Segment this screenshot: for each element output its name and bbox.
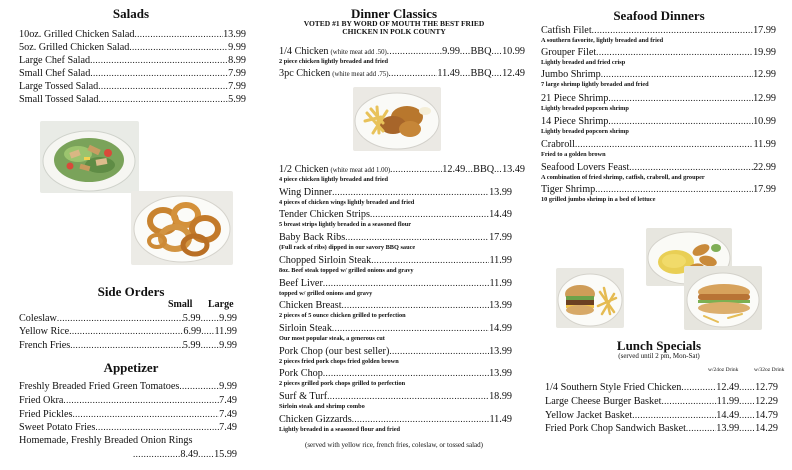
menu-item (541, 46, 776, 59)
bbq-label: BBQ (473, 164, 495, 175)
item-price-24: 13.99 (716, 423, 740, 434)
dinner-subtitle-2: CHICKEN IN POLK COUNTY (342, 27, 446, 36)
item-name: Tender Chicken Strips (279, 209, 370, 220)
item-name: Sirloin Steak (279, 323, 332, 334)
item-price-large: 9.99 (219, 313, 237, 324)
item-price-32: 12.29 (755, 396, 778, 407)
item-name: Large Cheese Burger Basket (545, 396, 662, 407)
item-price: 7.49 (219, 395, 237, 406)
item-price: 12.99 (753, 93, 776, 104)
item-desc: Fried to a golden brown (541, 151, 606, 158)
item-name: Beef Liver (279, 278, 323, 289)
col-large: Large (208, 299, 234, 310)
appetizer-title: Appetizer (103, 360, 159, 375)
side-item: Coleslaw ..... 5.99 ....... 9.99 (19, 312, 237, 325)
menu-item (279, 254, 512, 267)
item-name: Freshly Breaded Fried Green Tomatoes (19, 381, 180, 392)
col-32oz: w/32oz Drink (754, 367, 785, 373)
onion-rings-photo (131, 191, 233, 265)
item-price: 11.99 (489, 278, 512, 289)
item-price: 12.99 (753, 69, 776, 80)
lunch-item: 1/4 Southern Style Fried Chicken ..... 12.49 ...... 12.79 (545, 381, 778, 394)
item-price: 8.99 (228, 55, 246, 66)
item-name: Small Tossed Salad (19, 94, 99, 105)
bbq-label: BBQ (470, 68, 492, 79)
item-price: 9.99 (442, 46, 460, 57)
item-price: 10.99 (753, 116, 776, 127)
item-name: Fried Pickles (19, 409, 73, 420)
dinner-classics-title: Dinner Classics (350, 6, 438, 21)
item-name: Surf & Turf (279, 391, 328, 402)
item-desc: 2 pieces fried pork chops fried golden brown (279, 358, 399, 365)
item-note: (white meat add .50) (330, 49, 387, 56)
item-name: 3pc Chicken (279, 68, 331, 79)
item-price: 9.99 (228, 42, 246, 53)
menu-item (19, 93, 246, 106)
item-price-small: 6.99 (183, 326, 202, 337)
item-price-24: 12.49 (716, 382, 740, 393)
item-desc: Our most popular steak, a generous cut (279, 335, 385, 342)
menu-item (19, 394, 237, 407)
item-price: 18.99 (489, 391, 512, 402)
item-price: 7.99 (228, 68, 246, 79)
item-desc: Lightly breaded popcorn shrimp (541, 128, 629, 135)
item-desc: 4 pieces of chicken wings lightly breaded and fried (279, 199, 415, 206)
item-name: 1/4 Southern Style Fried Chicken (545, 382, 682, 393)
item-name: Pork Chop (279, 368, 323, 379)
lunch-item: Fried Pork Chop Sandwich Basket ..... 13.99 ...... 14.29 (545, 422, 778, 435)
dinner-subtitle-1: VOTED #1 BY WORD OF MOUTH THE BEST FRIED (303, 19, 485, 28)
col-small: Small (168, 299, 193, 310)
item-desc: Lightly breaded in a seasoned flour and fried (279, 426, 400, 433)
menu-item (541, 138, 776, 151)
fried-chicken-plate-photo (353, 87, 441, 151)
item-desc: 2 piece chicken lightly breaded and fried (279, 58, 389, 65)
item-price: 19.99 (753, 47, 776, 58)
item-desc: 10 grilled jumbo shrimp in a bed of lettuce (541, 196, 656, 203)
item-desc: 2 pieces of 5 ounce chicken grilled to perfection (279, 312, 406, 319)
item-price: 11.49 (437, 68, 460, 79)
item-price-24: 14.49 (716, 410, 740, 421)
item-price: 12.49 (442, 164, 466, 175)
side-item: French Fries ..... 5.99 ....... 9.99 (19, 339, 237, 352)
item-name: 21 Piece Shrimp (541, 93, 609, 104)
seafood-title: Seafood Dinners (613, 8, 705, 23)
item-name: Jumbo Shrimp (541, 69, 601, 80)
item-desc: 4 piece chicken lightly breaded and fried (279, 176, 389, 183)
item-price: 9.99 (219, 381, 237, 392)
item-price: 17.99 (753, 25, 776, 36)
item-name: Fried Pork Chop Sandwich Basket (545, 423, 686, 434)
item-name: Yellow Rice (19, 326, 70, 337)
item-name: Chopped Sirloin Steak (279, 255, 372, 266)
menu-item: 1/2 Chicken (white meat add 1.00) ..... 12.49 ... BBQ ... 13.49 (279, 163, 525, 177)
item-name: Homemade, Freshly Breaded Onion Rings (19, 435, 193, 446)
salads-title: Salads (112, 6, 150, 21)
item-desc: Sirloin steak and shrimp combo (279, 403, 365, 410)
menu-item (279, 322, 512, 335)
item-name: Fried Okra (19, 395, 64, 406)
item-name: Large Chef Salad (19, 55, 91, 66)
item-price: 11.49 (489, 414, 512, 425)
item-price: 11.99 (489, 255, 512, 266)
menu-item (279, 345, 512, 358)
item-price-large: 11.99 (214, 326, 237, 337)
item-name: 5oz. Grilled Chicken Salad (19, 42, 130, 53)
item-price-32: 14.79 (755, 410, 778, 421)
item-price-small: 5.99 (182, 313, 201, 324)
menu-item (19, 421, 237, 434)
menu-item (279, 277, 512, 290)
lunch-item: Large Cheese Burger Basket ..... 11.99 ...... 12.29 (545, 395, 778, 408)
item-price: 5.99 (228, 94, 246, 105)
menu-item (19, 41, 246, 54)
menu-item (279, 208, 512, 221)
item-price: 7.99 (228, 81, 246, 92)
item-desc: Lightly breaded popcorn shrimp (541, 105, 629, 112)
menu-item (541, 115, 776, 128)
item-desc: topped w/ grilled onions and gravy (279, 290, 373, 297)
item-name: Pork Chop (our best seller) (279, 346, 390, 357)
menu-item-prices: ..... 8.49 ...... 15.99 (133, 448, 237, 461)
item-name: French Fries (19, 340, 71, 351)
bbq-price: 13.49 (502, 164, 525, 175)
item-name: 1/4 Chicken (279, 46, 329, 57)
item-price: 14.99 (489, 323, 512, 334)
item-price: 13.99 (489, 300, 512, 311)
item-name: Large Tossed Salad (19, 81, 99, 92)
item-name: Baby Back Ribs (279, 232, 346, 243)
right-column (526, 0, 792, 470)
menu-item (19, 67, 246, 80)
menu-item (19, 54, 246, 67)
item-price: 7.49 (219, 422, 237, 433)
item-name: Chicken Breast (279, 300, 342, 311)
item-price: 13.99 (489, 346, 512, 357)
item-price: 13.99 (223, 29, 246, 40)
menu-item-name-only (19, 435, 237, 447)
side-item: Yellow Rice ..... 6.99 ..... 11.99 (19, 325, 237, 338)
item-name: Chicken Gizzards (279, 414, 352, 425)
item-desc: A combination of fried shrimp, catfish, crabroll, and grouper (541, 174, 705, 181)
item-desc: 5 breast strips lightly breaded in a seasoned flour (279, 221, 412, 228)
menu-item (541, 92, 776, 105)
item-desc: 8oz. Beef steak topped w/ grilled onions and gravy (279, 267, 414, 274)
item-price: 17.99 (489, 232, 512, 243)
menu-item (541, 24, 776, 37)
item-name: Wing Dinner (279, 187, 333, 198)
item-desc: 2 pieces grilled pork chops grilled to perfection (279, 380, 406, 387)
item-name: 14 Piece Shrimp (541, 116, 609, 127)
menu-item (541, 68, 776, 81)
middle-column (262, 0, 526, 470)
item-desc: (Full rack of ribs) dipped in our savory BBQ sauce (279, 244, 416, 251)
left-column (0, 0, 262, 470)
menu-item (19, 408, 237, 421)
item-name: Crabroll (541, 139, 575, 150)
menu-item: 3pc Chicken (white meat add .75) ..... 11.49 .... BBQ .... 12.49 (279, 67, 525, 81)
item-name: 1/2 Chicken (279, 164, 329, 175)
lunch-item: Yellow Jacket Basket ..... 14.49 ...... 14.79 (545, 409, 778, 422)
menu-item (279, 231, 512, 244)
item-note: (white meat add .75) (332, 71, 389, 78)
item-name: Sweet Potato Fries (19, 422, 96, 433)
item-name: Tiger Shrimp (541, 184, 596, 195)
item-price-small: 8.49 (180, 449, 199, 460)
item-price: 22.99 (753, 162, 776, 173)
menu-item (19, 380, 237, 393)
menu-item (19, 80, 246, 93)
item-price: 11.99 (753, 139, 776, 150)
menu-item (279, 390, 512, 403)
menu-item (541, 183, 776, 196)
item-note: (white meat add 1.00) (330, 167, 391, 174)
menu-item (279, 413, 512, 426)
item-price-large: 15.99 (214, 449, 237, 460)
item-name: Grouper Filet (541, 47, 597, 58)
menu-item (541, 161, 776, 174)
item-price-24: 11.99 (716, 396, 740, 407)
item-price-32: 12.79 (755, 382, 778, 393)
item-desc: A southern favorite, lightly breaded and fried (541, 37, 664, 44)
item-desc: Lightly breaded and fried crisp (541, 59, 626, 66)
lunch-title: Lunch Specials (616, 338, 702, 353)
menu-item (279, 367, 512, 380)
item-name: Coleslaw (19, 313, 57, 324)
item-name: 10oz. Grilled Chicken Salad (19, 29, 135, 40)
dinner-footer-note: (served with yellow rice, french fries, coleslaw, or tossed salad) (305, 441, 483, 449)
item-price-small: 5.99 (182, 340, 201, 351)
item-desc: 7 large shrimp lightly breaded and fried (541, 81, 649, 88)
menu-item (19, 28, 246, 41)
item-price: 17.99 (753, 184, 776, 195)
menu-item (279, 186, 512, 199)
item-price: 7.49 (219, 409, 237, 420)
salad-photo (40, 121, 139, 193)
bbq-price: 12.49 (502, 68, 525, 79)
pork-chop-sandwich-photo (684, 266, 762, 330)
item-name: Catfish Filet (541, 25, 592, 36)
menu-item: 1/4 Chicken (white meat add .50) ..... 9.99 .... BBQ .... 10.99 (279, 45, 525, 59)
menu-item (279, 299, 512, 312)
lunch-subtitle: (served until 2 pm, Mon-Sat) (618, 352, 700, 360)
burger-fries-photo (556, 268, 624, 328)
side-orders-title: Side Orders (97, 284, 165, 299)
bbq-label: BBQ (470, 46, 492, 57)
item-price-large: 9.99 (219, 340, 237, 351)
item-name: Seafood Lovers Feast (541, 162, 630, 173)
item-price-32: 14.29 (755, 423, 778, 434)
item-price: 13.99 (489, 187, 512, 198)
item-name: Small Chef Salad (19, 68, 91, 79)
col-24oz: w/24oz Drink (708, 367, 739, 373)
item-price: 13.99 (489, 368, 512, 379)
item-price: 14.49 (489, 209, 512, 220)
bbq-price: 10.99 (502, 46, 525, 57)
item-name: Yellow Jacket Basket (545, 410, 633, 421)
